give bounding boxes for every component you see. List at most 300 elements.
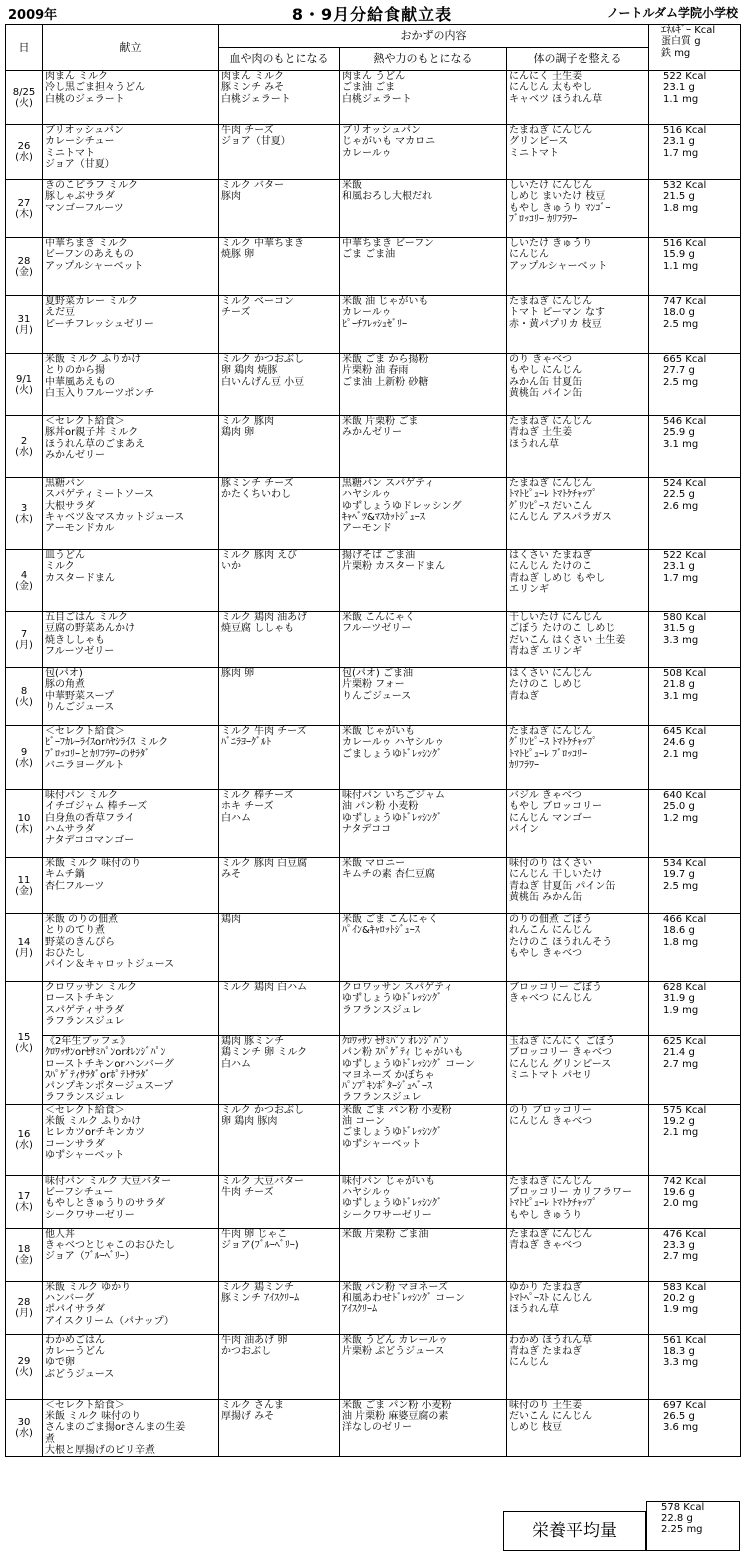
menu-items-line: 味付パン ミルク 大豆バター [45,1175,172,1187]
red-foods [219,914,340,982]
col-protein: 蛋白質 g [661,36,701,48]
menu-items-line: ピーチフレッシュゼリー [45,318,154,330]
yellow-foods-line: 中華ちまき ビーフン [342,238,434,249]
col-yellow: 熱や力のもとになる [340,48,507,71]
day-cell [6,914,43,982]
yellow-foods-line: 包(パオ) ごま油 [342,668,413,679]
nutrition-value: 1.1 mg [663,93,699,105]
yellow-foods-line: 米飯 油 じゃがいも [342,296,429,307]
red-foods-line: 白ハム [221,1058,251,1070]
green-foods-line: ﾄﾏﾄﾋﾟｭｰﾚ ﾌﾞﾛｯｺﾘｰ [509,748,588,760]
nutrition-cell [649,790,741,858]
day-weekday: (木) [15,208,33,220]
yellow-foods-line: 米飯 マロニー [342,858,406,869]
red-foods-line: 焼豚 卵 [221,249,255,261]
day-cell [6,238,43,296]
nutrition-value: 23.1 g [663,561,695,573]
red-foods [219,790,340,858]
red-foods-line: 白桃ジェラート [221,93,291,105]
day-cell [6,125,43,180]
menu-row [6,914,741,982]
green-foods-line: たまねぎ にんじん [509,478,593,489]
menu-items-line: おひたし [45,947,85,959]
red-foods [219,1281,340,1334]
nutrition-value: 466 Kcal [663,914,707,925]
green-foods-line: 味付のり はくさい [509,858,593,869]
green-foods-line: ブロッコリー カリフラワー [509,1187,632,1199]
red-foods-line: かつおぶし [221,1346,271,1358]
menu-items-line: ＜セレクト給食＞ [45,726,125,737]
nutrition-cell [649,1036,741,1105]
yellow-foods-line: 片栗粉 ぶどうジュース [342,1346,445,1358]
yellow-foods-line: 油 片栗粉 麻婆豆腐の素 [342,1411,449,1423]
yellow-foods [340,1334,507,1399]
nutrition-value: 580 Kcal [663,612,707,623]
yellow-foods-line: ごま油 ごま [342,82,396,94]
green-foods-line: たけのこ しめじ [509,679,583,691]
col-menu: 献立 [43,25,219,71]
day-date: 2 [20,435,28,447]
average-iron: 2.25 mg [661,1524,703,1535]
yellow-foods [340,1175,507,1228]
menu-items-line: ゆで卵 [45,1357,75,1369]
menu-items-line: 米飯 ミルク ふりかけ [45,1116,142,1128]
red-foods [219,1104,340,1175]
menu-items-line: えだ豆 [45,307,75,319]
yellow-foods-line: 米飯 こんにゃく [342,612,415,623]
yellow-foods-line: 味付パン いちごジャム [342,790,445,801]
nutrition-value: 26.5 g [663,1411,695,1423]
menu-items-line: 冷し黒ごま担々うどん [45,82,145,94]
green-foods-line: れんこん にんじん [509,925,593,937]
nutrition-value: 3.1 mg [663,438,699,450]
red-foods [219,1228,340,1281]
menu-body [6,71,741,1457]
green-foods [507,71,649,125]
day-weekday: (火) [15,1366,33,1378]
menu-items [43,238,219,296]
menu-items-line: 野菜のきんぴら [45,936,115,948]
red-foods-line: 肉まん ミルク [221,71,284,82]
red-foods-line: 豚ミンチ ｱｲｽｸﾘｰﾑ [221,1293,300,1305]
yellow-foods [340,1228,507,1281]
menu-items-line: アイスクリーム（パナップ） [45,1315,174,1327]
average-values [646,1501,740,1551]
red-foods [219,550,340,612]
menu-items [43,550,219,612]
green-foods-line: たまねぎ にんじん [509,726,593,737]
day-weekday: (水) [15,1139,33,1151]
yellow-foods-line: 米飯 ごま パン粉 小麦粉 [342,1104,452,1116]
yellow-foods-line: 米飯 ごま こんにゃく [342,914,439,925]
nutrition-value: 15.9 g [663,249,695,261]
green-foods-line: のりの佃煮 ごぼう [509,914,593,925]
green-foods-line: きゃべつ にんじん [509,993,593,1005]
menu-items-line: ﾋﾞｰﾌｶﾚｰﾗｲｽorﾊﾔｼﾗｲｽ ミルク [45,737,169,749]
green-foods-line: ごぼう たけのこ しめじ [509,623,616,635]
nutrition-value: 24.6 g [663,737,695,749]
green-foods-line: 青ねぎ きゃべつ [509,1240,583,1252]
green-foods-line: 青ねぎ [509,690,539,702]
menu-items-line: 米飯 ミルク ふりかけ [45,354,142,365]
green-foods [507,668,649,726]
nutrition-value: 575 Kcal [663,1104,707,1116]
menu-items-line: ヒレカツorチキンカツ [45,1127,146,1139]
day-weekday: (金) [15,1254,33,1266]
yellow-foods-line: ﾊﾟｲﾝ&ｷｬﾛｯﾄｼﾞｭｰｽ [342,925,420,937]
average-box [503,1501,740,1551]
day-cell [6,180,43,238]
green-foods [507,478,649,550]
menu-items [43,612,219,668]
green-foods-line: 玉ねぎ にんにく ごぼう [509,1036,616,1047]
menu-items-line: みかんゼリー [45,449,105,461]
nutrition-cell [649,668,741,726]
green-foods-line: にんにく 土生姜 [509,71,583,82]
day-date: 3 [20,502,28,514]
menu-items-line: きゃべつとじゃこのおひたし [45,1240,175,1252]
green-foods-line: たまねぎ にんじん [509,1175,593,1187]
nutrition-value: 522 Kcal [663,71,707,82]
menu-items-line: 白桃のジェラート [45,93,125,105]
menu-items-line: ナタデココマンゴー [45,835,135,847]
menu-items-line: 五目ごはん ミルク [45,612,128,623]
green-foods-line: 黄桃缶 みかん缶 [509,891,583,903]
menu-items-line: 豚しゃぶサラダ [45,191,115,203]
menu-items [43,914,219,982]
nutrition-value: 1.7 mg [663,147,699,159]
green-foods-line: ﾄﾏﾄﾍﾟｰｽﾄ にんじん [509,1293,593,1305]
green-foods [507,550,649,612]
red-foods-line: 牛肉 チーズ [221,125,274,136]
nutrition-value: 2.7 mg [663,1058,699,1070]
yellow-foods [340,354,507,416]
green-foods-line: たけのこ ほうれんそう [509,936,613,948]
day-weekday: (月) [15,1307,33,1319]
yellow-foods-line: パン粉 ｽﾊﾟｹﾞﾃｨ じゃがいも [342,1047,464,1059]
yellow-foods [340,478,507,550]
red-foods-line: 白ハム [221,812,251,824]
red-foods-line: チーズ [221,307,251,319]
green-foods-line: にんじん アスパラガス [509,511,612,523]
nutrition-cell [649,914,741,982]
menu-items-line: 黒糖パン [45,478,85,489]
nutrition-value: 21.5 g [663,191,695,203]
menu-items-line: 焼きししゃも [45,634,105,646]
menu-items-line: 肉まん ミルク [45,71,108,82]
menu-items-line: キムチ鍋 [45,869,85,881]
menu-items [43,790,219,858]
green-foods-line: しいたけ にんじん [509,180,593,191]
menu-table [5,24,741,1457]
yellow-foods-line: 米飯 ごま パン粉 小麦粉 [342,1399,452,1411]
green-foods [507,238,649,296]
red-foods [219,612,340,668]
green-foods-line: たまねぎ にんじん [509,416,593,427]
red-foods [219,354,340,416]
day-date: 27 [17,197,31,209]
red-foods-line: ミルク 鶏ミンチ [221,1281,294,1293]
nutrition-value: 628 Kcal [663,982,707,993]
yellow-foods-line: ゆずシャーベット [342,1138,422,1150]
menu-items-line: 皿うどん [45,550,85,561]
col-green: 体の調子を整える [507,48,649,71]
nutrition-value: 23.3 g [663,1240,695,1252]
yellow-foods-line: 黒糖パン スパゲティ [342,478,435,489]
menu-row [6,1399,741,1456]
green-foods-line: バジル きゃべつ [509,790,582,801]
menu-items-line: ﾌﾞﾛｯｺﾘｰとｶﾘﾌﾗﾜｰのｻﾗﾀﾞ [45,748,150,760]
green-foods-line: たまねぎ にんじん [509,296,593,307]
green-foods [507,790,649,858]
green-foods-line: もやし きゅうり ﾏﾝｺﾞｰ [509,202,611,214]
nutrition-value: 1.8 mg [663,936,699,948]
menu-items [43,416,219,478]
menu-items-line: コーンサラダ [45,1138,105,1150]
red-foods [219,982,340,1036]
red-foods-line: 卵 鶏肉 焼豚 [221,365,278,377]
day-date: 31 [17,313,31,325]
day-date: 30 [17,1417,31,1429]
menu-items-line: もやしときゅうりのサラダ [45,1198,165,1210]
nutrition-value: 522 Kcal [663,550,707,561]
nutrition-cell [649,1228,741,1281]
menu-row [6,726,741,790]
yellow-foods-line: 肉まん うどん [342,71,406,82]
menu-row [6,416,741,478]
school-name: ノートルダム学院小学校 [606,6,738,20]
red-foods-line: 白いんげん豆 小豆 [221,376,305,388]
menu-items-line: 大根と厚揚げのピリ辛煮 [45,1444,155,1456]
yellow-foods [340,982,507,1036]
green-foods-line: ｸﾞﾘﾝﾋﾟｰｽ ﾄﾏﾄｹﾁｬｯﾌﾟ [509,737,598,749]
menu-row [6,1334,741,1399]
menu-row [6,238,741,296]
yellow-foods [340,238,507,296]
nutrition-cell [649,354,741,416]
day-date: 9/1 [15,373,33,385]
yellow-foods [340,790,507,858]
day-cell [6,1281,43,1334]
menu-items [43,296,219,354]
nutrition-value: 1.7 mg [663,572,699,584]
menu-row [6,1281,741,1334]
nutrition-cell [649,478,741,550]
green-foods-line: アップルシャーベット [509,260,608,272]
nutrition-value: 2.0 mg [663,1198,699,1210]
green-foods [507,354,649,416]
yellow-foods [340,550,507,612]
menu-row [6,982,741,1036]
yellow-foods-line: フルーツゼリー [342,623,412,635]
nutrition-cell [649,296,741,354]
menu-items-line: ＜セレクト給食＞ [45,416,125,427]
menu-row [6,612,741,668]
green-foods-line: ｸﾞﾘﾝﾋﾟｰｽ だいこん [509,500,593,512]
green-foods [507,858,649,914]
green-foods [507,125,649,180]
menu-items-line: 米飯 ミルク 味付のり [45,1411,142,1423]
green-foods-line: ミニトマト パセリ [509,1069,593,1081]
yellow-foods-line: シークワサーゼリー [342,1209,432,1221]
menu-items [43,125,219,180]
yellow-foods [340,1399,507,1456]
col-nutrition [649,25,741,71]
nutrition-value: 31.9 g [663,993,695,1005]
green-foods [507,1281,649,1334]
green-foods-line: だいこん はくさい 土生姜 [509,634,626,646]
day-weekday: (水) [15,152,33,163]
green-foods-line: ﾄﾏﾄﾋﾟｭｰﾚ ﾄﾏﾄｹﾁｬｯﾌﾟ [509,489,598,501]
nutrition-value: 534 Kcal [663,858,707,869]
day-cell [6,726,43,790]
menu-items-line: ローストチキン [45,993,115,1005]
nutrition-value: 640 Kcal [663,790,707,801]
yellow-foods-line: ごましょうゆﾄﾞﾚｯｼﾝｸﾞ [342,748,442,760]
yellow-foods [340,296,507,354]
green-foods-line: にんじん マンゴー [509,812,593,824]
red-foods [219,668,340,726]
menu-items-line: バニラヨーグルト [45,759,125,771]
day-weekday: (水) [15,1428,33,1440]
menu-items-line: シークワサーゼリー [45,1209,135,1221]
day-cell [6,550,43,612]
yellow-foods-line: 米飯 うどん カレールゥ [342,1334,448,1346]
green-foods-line: 青ねぎ エリンギ [509,645,583,657]
menu-row [6,790,741,858]
green-foods [507,1175,649,1228]
menu-items-line: ブリオッシュパン [45,125,124,136]
menu-items-line: ポパイサラダ [45,1304,105,1316]
nutrition-cell [649,71,741,125]
yellow-foods-line: ごま ごま油 [342,249,396,261]
menu-items-line: アップルシャーベット [45,260,144,272]
green-foods [507,726,649,790]
menu-items-line: カスタードまん [45,572,115,584]
col-energy: ｴﾈﾙｷﾞｰ Kcal [661,25,716,36]
green-foods-line: みかん缶 甘夏缶 [509,376,583,388]
menu-items-line: 煮 [45,1433,55,1445]
menu-row [6,478,741,550]
yellow-foods-line: ラフランスジュレ [342,1092,422,1104]
nutrition-value: 508 Kcal [663,668,707,679]
yellow-foods-line: ゆずしょうゆﾄﾞﾚｯｼﾝｸﾞ コーン [342,1058,475,1070]
yellow-foods-line: ﾋﾟｰﾁﾌﾚｯｼｭｾﾞﾘｰ [342,318,407,330]
red-foods-line: 豚ミンチ みそ [221,82,285,94]
red-foods [219,1334,340,1399]
yellow-foods-line: ｸﾛﾜｯｻﾝ ｾｻﾐﾊﾟﾝ ｵﾚﾝｼﾞﾊﾟﾝ [342,1036,449,1047]
green-foods-line: にんじん [509,249,549,261]
menu-row [6,125,741,180]
day-weekday: (火) [15,384,33,396]
red-foods-line: ミルク さんま [221,1399,284,1411]
page-header [0,0,744,24]
menu-items-line: クロワッサン ミルク [45,982,137,993]
yellow-foods-line: じゃがいも マカロニ [342,136,436,148]
green-foods-line: ﾌﾞﾛｯｺﾘｰ ｶﾘﾌﾗﾜｰ [509,213,578,225]
green-foods [507,1399,649,1456]
green-foods-line: 青ねぎ 甘夏缶 パイン缶 [509,880,616,892]
nutrition-value: 18.6 g [663,925,695,937]
yellow-foods-line: みかんゼリー [342,427,402,439]
yellow-foods-line: アーモンド [342,523,392,535]
green-foods-line: にんじん [509,1357,549,1369]
yellow-foods-line: 白桃ジェラート [342,93,412,105]
yellow-foods-line: 揚げそば ごま油 [342,550,416,561]
day-date: 11 [17,874,31,886]
menu-items-line: イチゴジャム 棒チーズ [45,801,148,813]
col-day: 日 [6,25,43,71]
green-foods [507,1228,649,1281]
menu-items-line: ミルク [45,561,75,573]
yellow-foods-line: 米飯 [342,180,362,191]
menu-items [43,1036,219,1105]
menu-row [6,1228,741,1281]
menu-items-line: りんごジュース [45,701,115,713]
day-date: 28 [17,1296,31,1308]
red-foods-line: ホキ チーズ [221,801,274,813]
yellow-foods-line: ハヤシルゥ [342,1187,392,1199]
red-foods-line: 豚ミンチ チーズ [221,478,294,489]
red-foods [219,125,340,180]
nutrition-value: 2.5 mg [663,880,699,892]
day-cell [6,1175,43,1228]
menu-items-line: 中華野菜スープ [45,690,114,702]
nutrition-value: 23.1 g [663,82,695,94]
red-foods-line: ミルク 棒チーズ [221,790,294,801]
yellow-foods-line: 片栗粉 フォー [342,679,405,691]
menu-items-line: キャベツ＆マスカットジュース [45,511,185,523]
green-foods-line: 味付のり 土生姜 [509,1399,583,1411]
green-foods [507,180,649,238]
yellow-foods-line: ﾊﾟﾝﾌﾟｷﾝﾎﾟﾀｰｼﾞｭﾍﾞｰｽ [342,1081,432,1093]
yellow-foods-line: 米飯 片栗粉 ごま油 [342,1228,429,1240]
red-foods-line: 牛肉 油あげ 卵 [221,1334,288,1346]
yellow-foods-line: 洋なしのゼリー [342,1422,412,1434]
day-date: 4 [20,569,28,581]
menu-items-line: アーモンドカル [45,523,115,535]
menu-items-line: 米飯 ミルク 味付のり [45,858,142,869]
menu-items [43,180,219,238]
nutrition-value: 516 Kcal [663,125,707,136]
day-weekday: (木) [15,823,33,835]
menu-items-line: ほうれん草のごまあえ [45,438,145,450]
nutrition-cell [649,1399,741,1456]
green-foods-line: 青ねぎ たまねぎ [509,1346,583,1358]
nutrition-value: 18.3 g [663,1346,695,1358]
day-cell [6,612,43,668]
nutrition-value: 1.8 mg [663,202,699,214]
col-red: 血や肉のもとになる [219,48,340,71]
day-cell [6,982,43,1105]
menu-items-line: ローストチキンorハンバーグ [45,1058,174,1070]
green-foods-line: のり ブロッコリー [509,1104,592,1116]
green-foods-line: ほうれん草 [509,1304,559,1316]
nutrition-cell [649,1281,741,1334]
red-foods-line: ミルク 豚肉 白豆腐 [221,858,308,869]
nutrition-value: 31.5 g [663,623,695,635]
menu-items-line: 味付パン ミルク [45,790,118,801]
yellow-foods-line: 味付パン じゃがいも [342,1175,436,1187]
yellow-foods [340,1036,507,1105]
nutrition-value: 2.5 mg [663,318,699,330]
yellow-foods-line: ラフランスジュレ [342,1004,422,1016]
day-weekday: (月) [15,639,33,651]
menu-items-line: 白身魚の香草フライ [45,812,135,824]
yellow-foods-line: ゆずしょうゆﾄﾞﾚｯｼﾝｸﾞ [342,812,442,824]
nutrition-value: 21.8 g [663,679,695,691]
day-weekday: (木) [15,1201,33,1213]
